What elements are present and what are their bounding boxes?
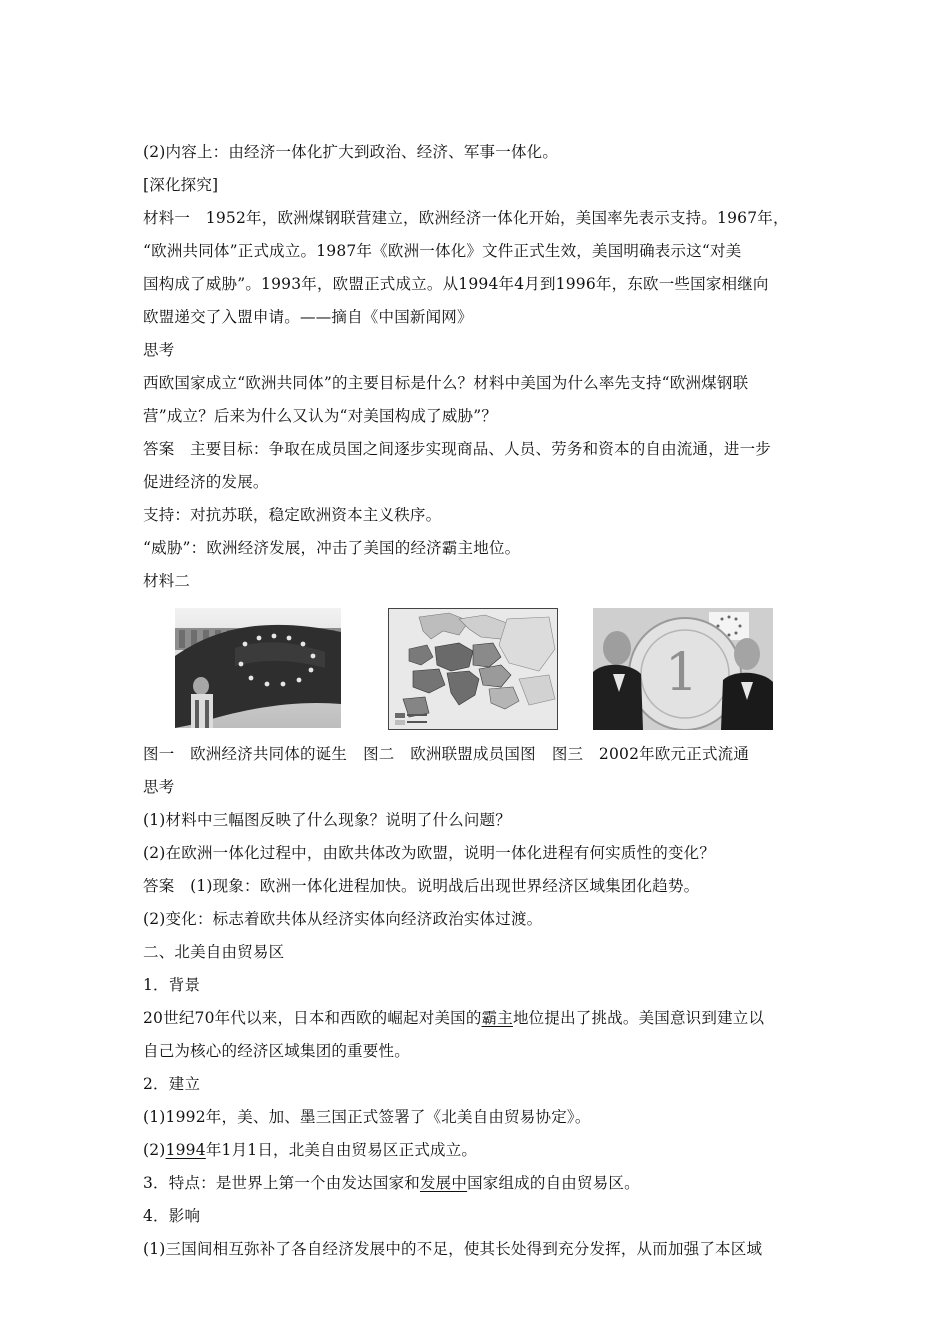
caption-figure-three: 图三 2002年欧元正式流通 [551, 745, 750, 763]
answer-line: 答案 (1)现象：欧洲一体化进程加快。说明战后出现世界经济区域集团化趋势。 [143, 877, 700, 895]
think-label: 思考 [143, 778, 175, 796]
think-label: 思考 [143, 341, 175, 359]
question-line: 营”成立？后来为什么又认为“对美国构成了威胁”？ [143, 407, 498, 425]
subheading: 2．建立 [143, 1075, 201, 1093]
question-line: (2)在欧洲一体化过程中，由欧共体改为欧盟，说明一体化进程有何实质性的变化？ [143, 844, 716, 862]
figure-row [143, 602, 823, 738]
euro-launch-photo [593, 608, 773, 730]
figure-captions [143, 738, 823, 771]
svg-text:1: 1 [665, 643, 699, 703]
underlined-term: 1994 [165, 1141, 206, 1159]
text-run: 地位提出了挑战。美国意识到建立以 [512, 1009, 765, 1027]
eu-map-figure [388, 608, 558, 730]
section-heading: [深化探究] [143, 176, 219, 194]
material-one-line: “欧洲共同体”正式成立。1987年《欧洲一体化》文件正式生效，美国明确表示这“对美 [143, 242, 742, 260]
material-one-line: 材料一 1952年，欧洲煤钢联营建立，欧洲经济一体化开始，美国率先表示支持。1967年， [143, 209, 789, 227]
subheading: 4．影响 [143, 1207, 201, 1225]
text-run: (2) [143, 1141, 166, 1159]
page-content [143, 136, 823, 1266]
answer-line: 促进经济的发展。 [143, 473, 269, 491]
question-line: (1)材料中三幅图反映了什么现象？说明了什么问题？ [143, 811, 511, 829]
content-line: (2)内容上：由经济一体化扩大到政治、经济、军事一体化。 [143, 143, 559, 161]
answer-line: 支持：对抗苏联，稳定欧洲资本主义秩序。 [143, 506, 442, 524]
subheading: 1．背景 [143, 976, 201, 994]
question-line: 西欧国家成立“欧洲共同体”的主要目标是什么？材料中美国为什么率先支持“欧洲煤钢联 [143, 374, 749, 392]
background-line [143, 1002, 823, 1035]
text-run: 年1月1日，北美自由贸易区正式成立。 [205, 1141, 478, 1159]
text-run: 3．特点：是世界上第一个由发达国家和 [143, 1174, 420, 1192]
text-run: 国家组成的自由贸易区。 [467, 1174, 640, 1192]
feature-line [143, 1167, 823, 1200]
caption-figure-one: 图一 欧洲经济共同体的诞生 [143, 745, 348, 763]
background-line: 自己为核心的经济区域集团的重要性。 [143, 1042, 410, 1060]
answer-line: “威胁”：欧洲经济发展，冲击了美国的经济霸主地位。 [143, 539, 521, 557]
establishment-line [143, 1134, 823, 1167]
text-run: 20世纪70年代以来，日本和西欧的崛起对美国的 [143, 1009, 482, 1027]
answer-line: 答案 主要目标：争取在成员国之间逐步实现商品、人员、劳务和资本的自由流通，进一步 [143, 440, 772, 458]
material-one-line: 欧盟递交了入盟申请。——摘自《中国新闻网》 [143, 308, 473, 326]
impact-line: (1)三国间相互弥补了各自经济发展中的不足，使其长处得到充分发挥，从而加强了本区域 [143, 1240, 763, 1258]
material-one-line: 国构成了威胁”。1993年，欧盟正式成立。从1994年4月到1996年，东欧一些国家相继向 [143, 275, 769, 293]
underlined-term: 发展中 [419, 1174, 468, 1192]
underlined-term: 霸主 [481, 1009, 513, 1027]
caption-figure-two: 图二 欧洲联盟成员国图 [363, 745, 536, 763]
eu-flag-photo [175, 608, 341, 728]
answer-line: (2)变化：标志着欧共体从经济实体向经济政治实体过渡。 [143, 910, 543, 928]
material-two-label: 材料二 [143, 572, 191, 590]
establishment-line: (1)1992年，美、加、墨三国正式签署了《北美自由贸易协定》。 [143, 1108, 591, 1126]
section-heading: 二、北美自由贸易区 [143, 943, 285, 961]
